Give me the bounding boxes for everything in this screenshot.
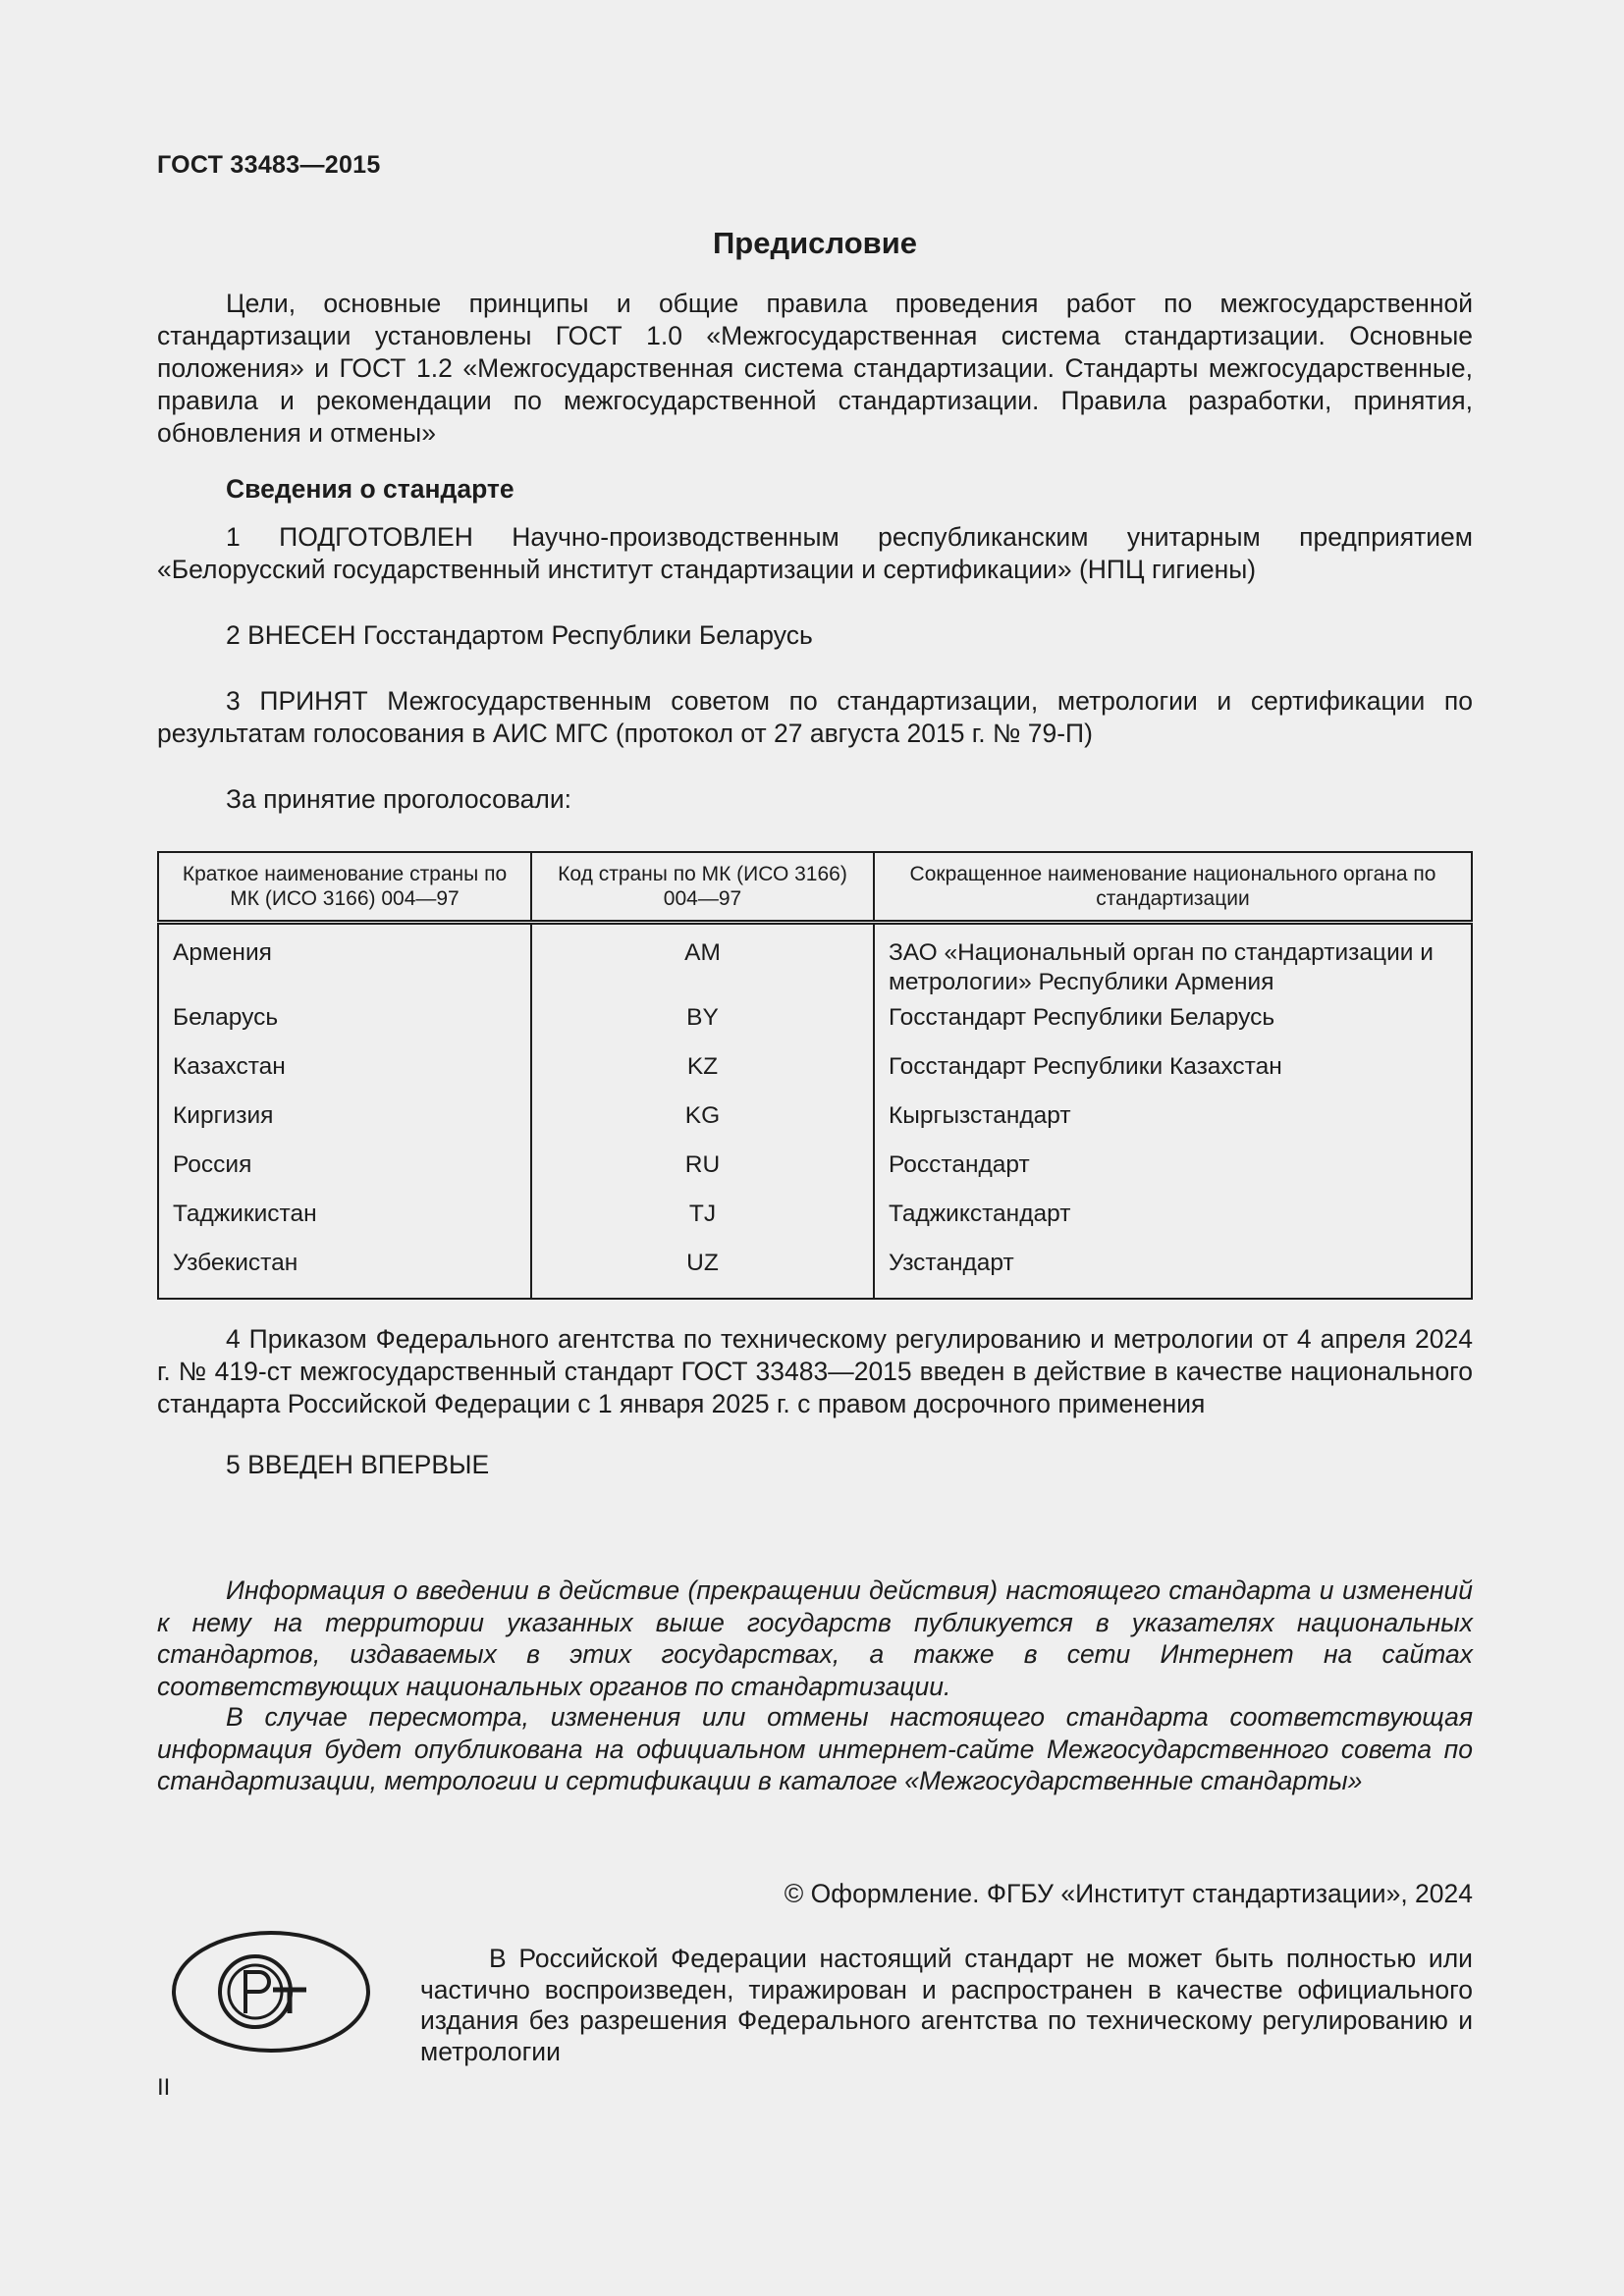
item-1: 1 ПОДГОТОВЛЕН Научно-производственным республиканским унитарным предприятием «Белорусский государственный институт стандартизации и сертификации» (НПЦ гигиены) <box>157 522 1473 584</box>
col-header-country: Краткое наименование страны по МК (ИСО 3166) 004—97 <box>158 852 531 923</box>
copyright-notice: В Российской Федерации настоящий стандарт не может быть полностью или частично воспроизведен, тиражирован и распространен в качестве официального издания без разрешения Федерального агентства по техническому регулированию и метрологии <box>420 1944 1473 2066</box>
item-5: 5 ВВЕДЕН ВПЕРВЫЕ <box>226 1450 490 1479</box>
copyright: © Оформление. ФГБУ «Институт стандартизации», 2024 <box>784 1879 1473 1908</box>
code-cell: KZ <box>531 1052 874 1101</box>
body-cell: Таджикстандарт <box>874 1200 1472 1249</box>
info-heading: Сведения о стандарте <box>226 474 514 504</box>
table-header-row <box>158 852 1472 923</box>
body-cell: ЗАО «Национальный орган по стандартизации и метрологии» Республики Армения <box>874 923 1472 1004</box>
code-cell: TJ <box>531 1200 874 1249</box>
code-cell: AM <box>531 923 874 1004</box>
table-row <box>158 1200 1472 1249</box>
info-italic-2: В случае пересмотра, изменения или отмены настоящего стандарта соответствующая информация будет опубликована на официальном интернет-сайте Межгосударственного совета по стандартизации, метрологии и сертификации в каталоге «Межгосударственные стандарты» <box>157 1702 1473 1795</box>
col-header-body: Сокращенное наименование национального органа по стандартизации <box>874 852 1472 923</box>
body-cell: Госстандарт Республики Казахстан <box>874 1052 1472 1101</box>
page-title: Предисловие <box>712 226 917 260</box>
table-row <box>158 1003 1472 1052</box>
country-cell: Киргизия <box>158 1101 531 1150</box>
table-row <box>158 923 1472 1004</box>
col-header-code: Код страны по МК (ИСО 3166) 004—97 <box>531 852 874 923</box>
body-cell: Росстандарт <box>874 1150 1472 1200</box>
country-cell: Казахстан <box>158 1052 531 1101</box>
info-italic-1: Информация о введении в действие (прекращении действия) настоящего стандарта и изменений к нему на территории указанных выше государств публикуется в указателях национальных стандартов, издаваемых в этих государствах, а также в сети Интернет на сайтах соответствующих национальных органов по стандартизации. <box>157 1575 1473 1701</box>
item-3: 3 ПРИНЯТ Межгосударственным советом по стандартизации, метрологии и сертификации по результатам голосования в АИС МГС (протокол от 27 августа 2015 г. № 79-П) <box>157 686 1473 748</box>
item-2: 2 ВНЕСЕН Госстандартом Республики Беларусь <box>226 620 813 650</box>
table-row <box>158 1249 1472 1299</box>
standard-id: ГОСТ 33483—2015 <box>157 151 381 179</box>
country-cell: Узбекистан <box>158 1249 531 1299</box>
code-cell: RU <box>531 1150 874 1200</box>
voted-label: За принятие проголосовали: <box>226 784 572 814</box>
table-row <box>158 1052 1472 1101</box>
table-row <box>158 1101 1472 1150</box>
voting-table <box>157 851 1473 1300</box>
country-cell: Россия <box>158 1150 531 1200</box>
country-cell: Беларусь <box>158 1003 531 1052</box>
table-row <box>158 1150 1472 1200</box>
page-number: II <box>157 2074 171 2101</box>
body-cell: Госстандарт Республики Беларусь <box>874 1003 1472 1052</box>
code-cell: UZ <box>531 1249 874 1299</box>
item-4: 4 Приказом Федерального агентства по техническому регулированию и метрологии от 4 апреля 2024 г. № 419-ст межгосударственный стандарт ГОСТ 33483—2015 введен в действие в качестве национального стандарта Российской Федерации с 1 января 2025 г. с правом досрочного применения <box>157 1324 1473 1418</box>
rst-logo-icon <box>171 1929 371 2059</box>
country-cell: Таджикистан <box>158 1200 531 1249</box>
country-cell: Армения <box>158 923 531 1004</box>
body-cell: Узстандарт <box>874 1249 1472 1299</box>
code-cell: BY <box>531 1003 874 1052</box>
intro-paragraph: Цели, основные принципы и общие правила проведения работ по межгосударственной стандартизации установлены ГОСТ 1.0 «Межгосударственная система стандартизации. Основные положения» и ГОСТ 1.2 «Межгосударственная система стандартизации. Стандарты межгосударственные, правила и рекомендации по межгосударственной стандартизации. Правила разработки, принятия, обновления и отмены» <box>157 289 1473 448</box>
code-cell: KG <box>531 1101 874 1150</box>
body-cell: Кыргызстандарт <box>874 1101 1472 1150</box>
